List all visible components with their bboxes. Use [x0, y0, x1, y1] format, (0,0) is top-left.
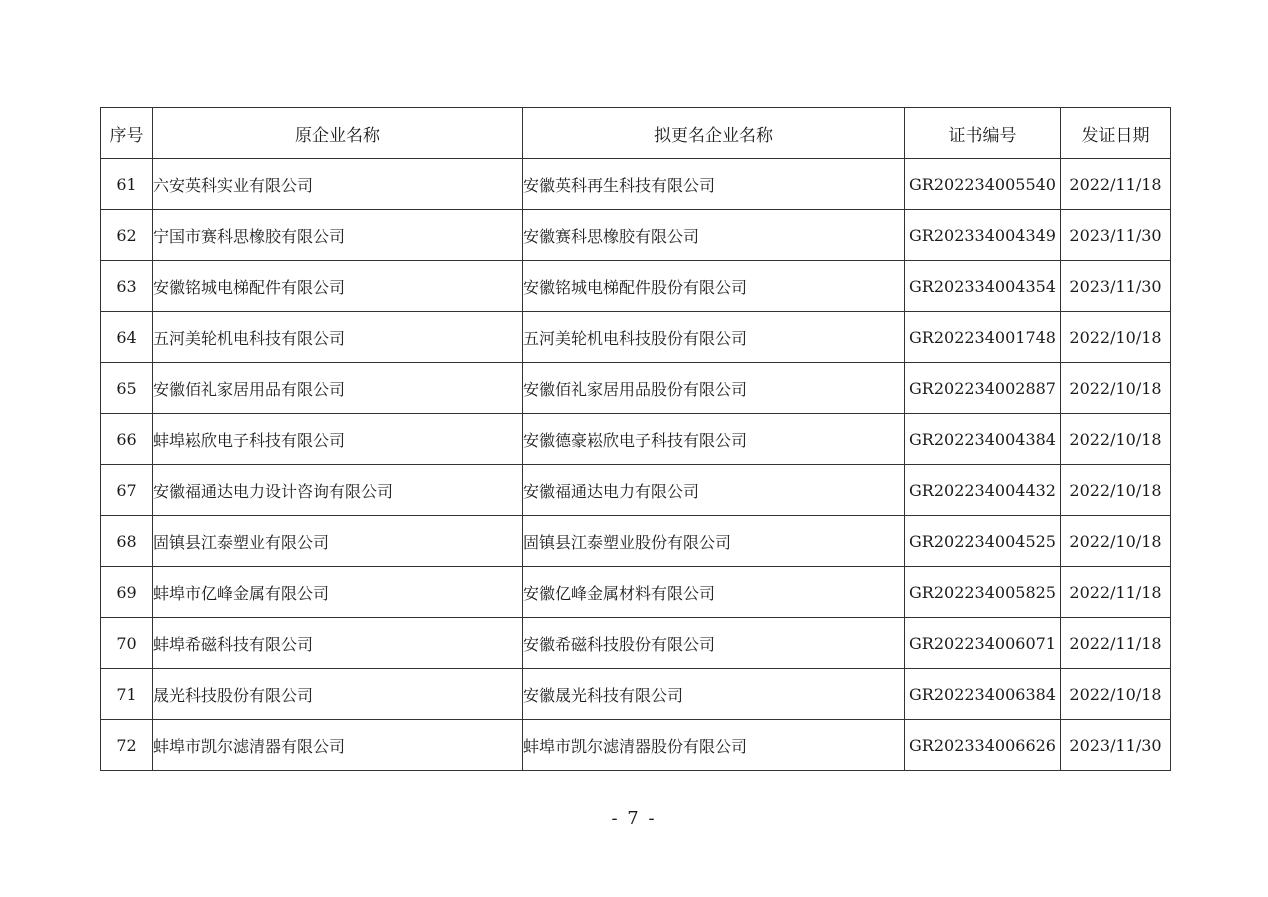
cell-original-name: 蚌埠市亿峰金属有限公司 [153, 567, 523, 618]
table-row [101, 567, 1171, 618]
cell-cert-number: GR202234004432 [905, 465, 1061, 516]
table-row [101, 669, 1171, 720]
cell-cert-number: GR202234001748 [905, 312, 1061, 363]
cell-cert-number: GR202234004384 [905, 414, 1061, 465]
cell-issue-date: 2022/10/18 [1061, 516, 1171, 567]
cell-issue-date: 2023/11/30 [1061, 261, 1171, 312]
table-body [101, 159, 1171, 771]
cell-issue-date: 2022/10/18 [1061, 465, 1171, 516]
table-row [101, 210, 1171, 261]
table-row [101, 516, 1171, 567]
cell-original-name: 安徽福通达电力设计咨询有限公司 [153, 465, 523, 516]
cell-cert-number: GR202334004349 [905, 210, 1061, 261]
cell-cert-number: GR202234006071 [905, 618, 1061, 669]
cell-new-name: 安徽希磁科技股份有限公司 [523, 618, 905, 669]
table-row [101, 720, 1171, 771]
cell-index: 72 [101, 720, 153, 771]
cell-original-name: 蚌埠希磁科技有限公司 [153, 618, 523, 669]
cell-new-name: 安徽佰礼家居用品股份有限公司 [523, 363, 905, 414]
table-row [101, 618, 1171, 669]
cell-original-name: 晟光科技股份有限公司 [153, 669, 523, 720]
cell-index: 62 [101, 210, 153, 261]
cell-index: 61 [101, 159, 153, 210]
cell-cert-number: GR202234005825 [905, 567, 1061, 618]
cell-new-name: 安徽德豪崧欣电子科技有限公司 [523, 414, 905, 465]
cell-issue-date: 2023/11/30 [1061, 210, 1171, 261]
cell-index: 64 [101, 312, 153, 363]
cell-original-name: 六安英科实业有限公司 [153, 159, 523, 210]
cell-index: 68 [101, 516, 153, 567]
header-index: 序号 [101, 108, 153, 159]
cell-index: 67 [101, 465, 153, 516]
cell-issue-date: 2022/10/18 [1061, 414, 1171, 465]
header-cert-number: 证书编号 [905, 108, 1061, 159]
cell-new-name: 安徽铭城电梯配件股份有限公司 [523, 261, 905, 312]
cell-new-name: 安徽晟光科技有限公司 [523, 669, 905, 720]
cell-original-name: 宁国市赛科思橡胶有限公司 [153, 210, 523, 261]
cell-issue-date: 2023/11/30 [1061, 720, 1171, 771]
cell-cert-number: GR202234002887 [905, 363, 1061, 414]
table-row [101, 414, 1171, 465]
cell-original-name: 蚌埠市凯尔滤清器有限公司 [153, 720, 523, 771]
cell-issue-date: 2022/11/18 [1061, 567, 1171, 618]
cell-cert-number: GR202334006626 [905, 720, 1061, 771]
cell-new-name: 五河美轮机电科技股份有限公司 [523, 312, 905, 363]
header-new-name: 拟更名企业名称 [523, 108, 905, 159]
cell-cert-number: GR202234005540 [905, 159, 1061, 210]
cell-original-name: 安徽铭城电梯配件有限公司 [153, 261, 523, 312]
cell-cert-number: GR202234004525 [905, 516, 1061, 567]
cell-original-name: 蚌埠崧欣电子科技有限公司 [153, 414, 523, 465]
cell-index: 69 [101, 567, 153, 618]
cell-new-name: 蚌埠市凯尔滤清器股份有限公司 [523, 720, 905, 771]
cell-original-name: 五河美轮机电科技有限公司 [153, 312, 523, 363]
cell-new-name: 安徽亿峰金属材料有限公司 [523, 567, 905, 618]
cell-cert-number: GR202334004354 [905, 261, 1061, 312]
company-rename-table [100, 107, 1171, 771]
header-issue-date: 发证日期 [1061, 108, 1171, 159]
cell-original-name: 固镇县江泰塑业有限公司 [153, 516, 523, 567]
table-row [101, 312, 1171, 363]
table-row [101, 465, 1171, 516]
cell-issue-date: 2022/10/18 [1061, 363, 1171, 414]
table-row [101, 363, 1171, 414]
cell-cert-number: GR202234006384 [905, 669, 1061, 720]
header-original-name: 原企业名称 [153, 108, 523, 159]
cell-new-name: 安徽赛科思橡胶有限公司 [523, 210, 905, 261]
cell-new-name: 安徽福通达电力有限公司 [523, 465, 905, 516]
cell-issue-date: 2022/11/18 [1061, 618, 1171, 669]
cell-new-name: 固镇县江泰塑业股份有限公司 [523, 516, 905, 567]
cell-issue-date: 2022/10/18 [1061, 312, 1171, 363]
cell-index: 71 [101, 669, 153, 720]
cell-index: 66 [101, 414, 153, 465]
cell-new-name: 安徽英科再生科技有限公司 [523, 159, 905, 210]
cell-index: 63 [101, 261, 153, 312]
cell-original-name: 安徽佰礼家居用品有限公司 [153, 363, 523, 414]
page-number: - 7 - [611, 808, 657, 829]
table-row [101, 159, 1171, 210]
cell-issue-date: 2022/11/18 [1061, 159, 1171, 210]
table-row [101, 261, 1171, 312]
cell-issue-date: 2022/10/18 [1061, 669, 1171, 720]
table-header-row [101, 108, 1171, 159]
cell-index: 70 [101, 618, 153, 669]
cell-index: 65 [101, 363, 153, 414]
